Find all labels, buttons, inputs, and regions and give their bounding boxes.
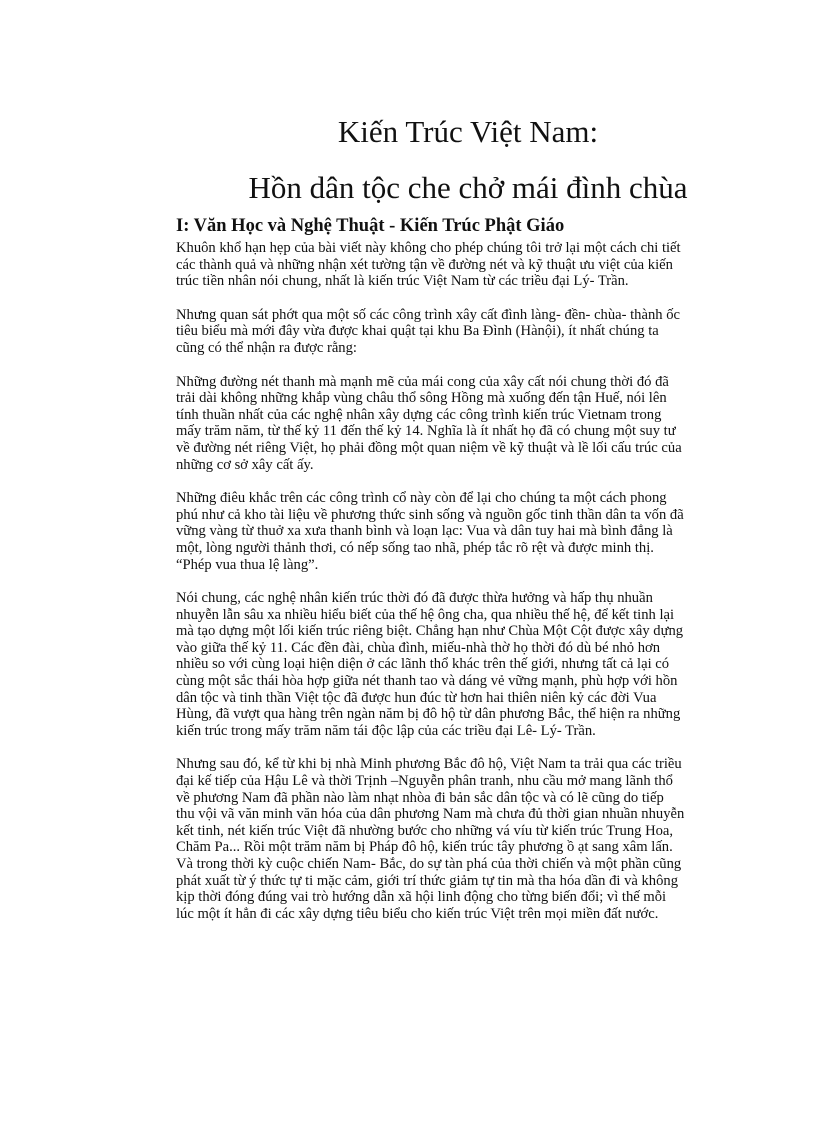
paragraph-line: phú như cả kho tài liệu về phương thức sinh sống và nguồn gốc tinh thần dân ta vốn đã xyxy=(176,506,684,523)
paragraph-line: những cơ sở xây cất ấy. xyxy=(176,456,314,473)
paragraph-line: vào giữa thế kỷ 11. Các đền đài, chùa đình, miếu-nhà thờ họ thời đó dù bé nhỏ hơn xyxy=(176,639,661,656)
body-paragraph xyxy=(176,590,756,739)
body-paragraph xyxy=(176,490,756,573)
paragraph-line: Khuôn khổ hạn hẹp của bài viết này không cho phép chúng tôi trở lại một cách chi tiết xyxy=(176,240,681,256)
paragraph-line: Hùng, đã vượt qua hàng trên ngàn năm bị đô hộ từ dân phương Bắc, thể hiện ra những xyxy=(176,706,681,723)
paragraph-line: nhiều so với cùng loại hiện diện ở các lãnh thổ khác trên thế giới, nhưng tất cả lại có xyxy=(176,656,670,673)
paragraph-line: cùng một sắc thái hòa hợp giữa nét thanh tao và dáng vẻ vững mạnh, phù hợp với hồn xyxy=(176,673,678,690)
body-paragraph xyxy=(176,307,756,357)
body-paragraph xyxy=(176,240,756,290)
paragraph-line: một, lòng người thảnh thơi, có nếp sống tao nhã, phép tắc rõ rệt và được minh thị. xyxy=(176,539,654,556)
paragraph-line: trải dài không những khắp vùng châu thổ sông Hồng mà xuống đến tận Huế, nói lên xyxy=(176,390,667,407)
paragraph-line: vững vàng từ thuở xa xưa thanh bình và loạn lạc: Vua và dân tuy hai mà bình đẳng là xyxy=(176,523,673,540)
paragraph-line: phát xuất từ ý thức tự ti mặc cảm, giới trí thức giảm tự tin mà tha hóa dần đi và không xyxy=(176,872,678,889)
paragraph-line: các thành quả và những nhận xét tường tận về đường nét và kỹ thuật ưu việt của kiến xyxy=(176,256,673,273)
paragraph-line: Nhưng sau đó, kể từ khi bị nhà Minh phương Bắc đô hộ, Việt Nam ta trải qua các triều xyxy=(176,756,682,773)
paragraph-line: Chăm Pa... Rồi một trăm năm bị Pháp đô hộ, kiến trúc tây phương ồ ạt sang xâm lấn. xyxy=(176,839,673,856)
document-title-line-1: Kiến Trúc Việt Nam: xyxy=(337,114,599,149)
document-title-line-2: Hồn dân tộc che chở mái đình chùa xyxy=(248,170,688,205)
paragraph-line: mấy trăm năm, từ thế kỷ 11 đến thế kỷ 14. Nghĩa là ít nhất họ đã có chung một suy tư xyxy=(176,423,676,440)
paragraph-line: tính thuần nhất của các nghệ nhân xây dựng các công trình kiến trúc Vietnam trong xyxy=(176,406,662,423)
paragraph-line: tiêu biểu mà mới đây vừa được khai quật tại khu Ba Đình (Hànội), ít nhất chúng ta xyxy=(176,323,659,340)
document-body xyxy=(176,240,756,939)
body-paragraph xyxy=(176,374,756,474)
paragraph-line: Những điêu khắc trên các công trình cổ này còn để lại cho chúng ta một cách phong xyxy=(176,490,667,507)
body-paragraph xyxy=(176,756,756,922)
paragraph-line: về đường nét riêng Việt, họ phải đồng một quan niệm về kỹ thuật và lề lối cấu trúc của xyxy=(176,439,682,456)
paragraph-line: lúc một ít hẳn đi các xây dựng tiêu biểu cho kiến trúc Việt trên mọi miền đất nước. xyxy=(176,905,659,922)
paragraph-line: Những đường nét thanh mà mạnh mẽ của mái cong của xây cất nói chung thời đó đã xyxy=(176,373,669,390)
paragraph-line: Nói chung, các nghệ nhân kiến trúc thời đó đã được thừa hưởng và hấp thụ nhuần xyxy=(176,590,653,607)
paragraph-line: nhuyễn lẫn sâu xa nhiều hiểu biết của thế hệ ông cha, qua nhiều thế hệ, để kết tinh lại xyxy=(176,606,675,623)
paragraph-line: đại kế tiếp của Hậu Lê và thời Trịnh –Nguyễn phân tranh, nhu cầu mở mang lãnh thổ xyxy=(176,773,673,790)
paragraph-line: cũng có thể nhận ra được rằng: xyxy=(176,339,357,356)
paragraph-line: kết tinh, nét kiến trúc Việt đã nhường bước cho những vá víu từ kiến trúc Trung Hoa, xyxy=(176,822,674,839)
paragraph-line: kịp thời đóng đúng vai trò hướng dẫn xã hội linh động cho từng biến đổi; vì thế mỗi xyxy=(176,889,667,906)
paragraph-line: về phương Nam đã phần nào làm nhạt nhòa đi bản sắc dân tộc và có lẽ cũng do tiếp xyxy=(176,789,664,806)
paragraph-line: trúc tiền nhân nói chung, nhất là kiến trúc Việt Nam từ các triều đại Lý- Trần. xyxy=(176,273,629,290)
paragraph-line: Nhưng quan sát phớt qua một số các công trình xây cất đình làng- đền- chùa- thành ốc xyxy=(176,306,680,323)
paragraph-line: Và trong thời kỳ cuộc chiến Nam- Bắc, do sự tàn phá của thời chiến và một phần cũng xyxy=(176,856,682,872)
paragraph-line: thu vội vã văn minh văn hóa của dân phương Nam mà chưa đủ thời gian nhuần nhuyễn xyxy=(176,806,685,823)
paragraph-line: mà tạo dựng một lối kiến trúc riêng biệt. Chẳng hạn như Chùa Một Cột được xây dựng xyxy=(176,623,684,640)
paragraph-line: kiến trúc trong mấy trăm năm tái độc lập của các triều đại Lê- Lý- Trần. xyxy=(176,722,596,739)
section-heading: I: Văn Học và Nghệ Thuật - Kiến Trúc Phật Giáo xyxy=(176,216,565,236)
paragraph-line: dân tộc và tinh thần Việt tộc đã được hun đúc từ hơn hai thiên niên kỷ các đời Vua xyxy=(176,689,657,706)
paragraph-line: “Phép vua thua lệ làng”. xyxy=(176,556,319,573)
